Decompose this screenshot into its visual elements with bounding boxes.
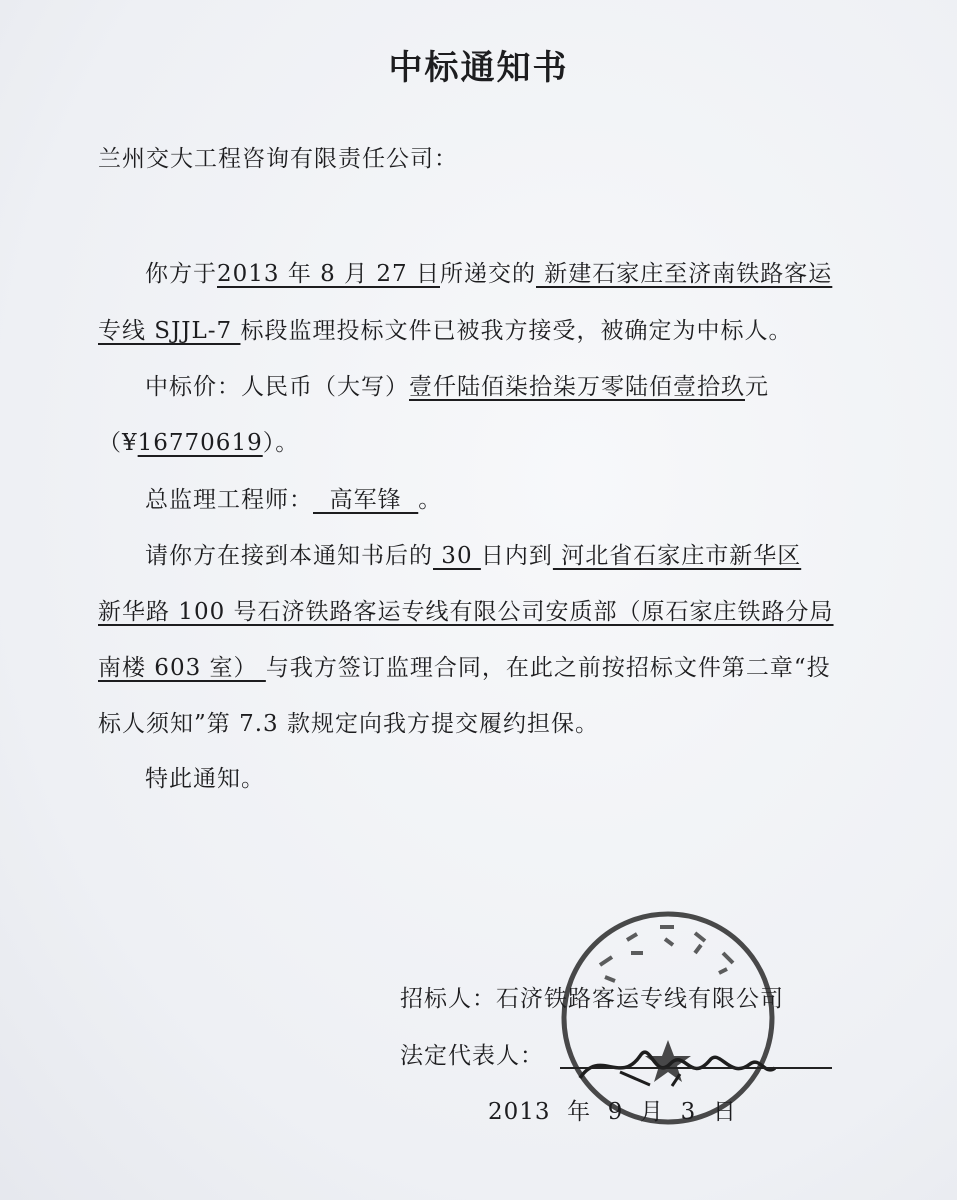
addressee: 兰州交大工程咨询有限责任公司： <box>98 146 458 172</box>
text: 请你方在接到本通知书后的 <box>145 543 433 569</box>
document-title: 中标通知书 <box>388 48 569 88</box>
text: 总监理工程师： <box>145 487 313 513</box>
text: 标人须知”第 7.3 款规定向我方提交履约担保。 <box>98 711 599 737</box>
project-name: 新建石家庄至济南铁路客运 <box>536 261 833 287</box>
address-cont: 南楼 603 室） <box>98 655 266 681</box>
handwritten-signature <box>560 1030 790 1088</box>
text: 与我方签订监理合同，在此之前按招标文件第二章“投 <box>265 655 831 681</box>
address-cont: 新华路 100 号石济铁路客运专线有限公司安质部（原石家庄铁路分局 <box>98 599 834 625</box>
text: ）。 <box>262 430 300 456</box>
bid-price-number: 16770619 <box>137 430 263 456</box>
signature-line <box>560 1067 832 1069</box>
address: 河北省石家庄市新华区 <box>552 543 802 569</box>
bid-price-line-1 <box>145 368 769 401</box>
contract-line-2 <box>98 593 834 626</box>
signature-date: 2013 年 9 月 3 日 <box>488 1099 737 1125</box>
text: 中标价：人民币（大写） <box>145 374 409 400</box>
contract-line-4 <box>98 705 599 738</box>
submission-date: 2013 年 8 月 27 日 <box>217 261 440 287</box>
text: 你方于 <box>145 261 217 287</box>
text: 日内到 <box>480 543 553 569</box>
chief-engineer-name: 高军锋 <box>313 487 419 513</box>
text: 所递交的 <box>440 261 536 287</box>
chief-engineer-line <box>145 481 442 514</box>
issuer-line <box>400 980 784 1013</box>
bid-price-line-2 <box>98 424 299 457</box>
project-name-cont: 专线 SJJL-7 <box>98 318 241 344</box>
seal-lettering-marks <box>600 927 733 981</box>
paragraph-submission-line-2 <box>98 312 793 345</box>
paragraph-submission-line-1 <box>145 255 832 288</box>
text: 标段监理投标文件已被我方接受，被确定为中标人。 <box>240 318 793 344</box>
issuer-name: 石济铁路客运专线有限公司 <box>496 986 784 1012</box>
contract-line-3 <box>98 649 831 682</box>
text: 。 <box>418 487 443 513</box>
bid-price-words: 壹仟陆佰柒拾柒万零陆佰壹拾玖 <box>409 374 745 400</box>
days: 30 <box>433 543 481 569</box>
text: （¥ <box>98 430 138 456</box>
closing: 特此通知。 <box>145 766 265 792</box>
issuer-label: 招标人： <box>400 986 496 1012</box>
legal-rep-label: 法定代表人： <box>400 1043 544 1069</box>
contract-line-1 <box>145 537 801 570</box>
text: 元 <box>745 374 769 400</box>
